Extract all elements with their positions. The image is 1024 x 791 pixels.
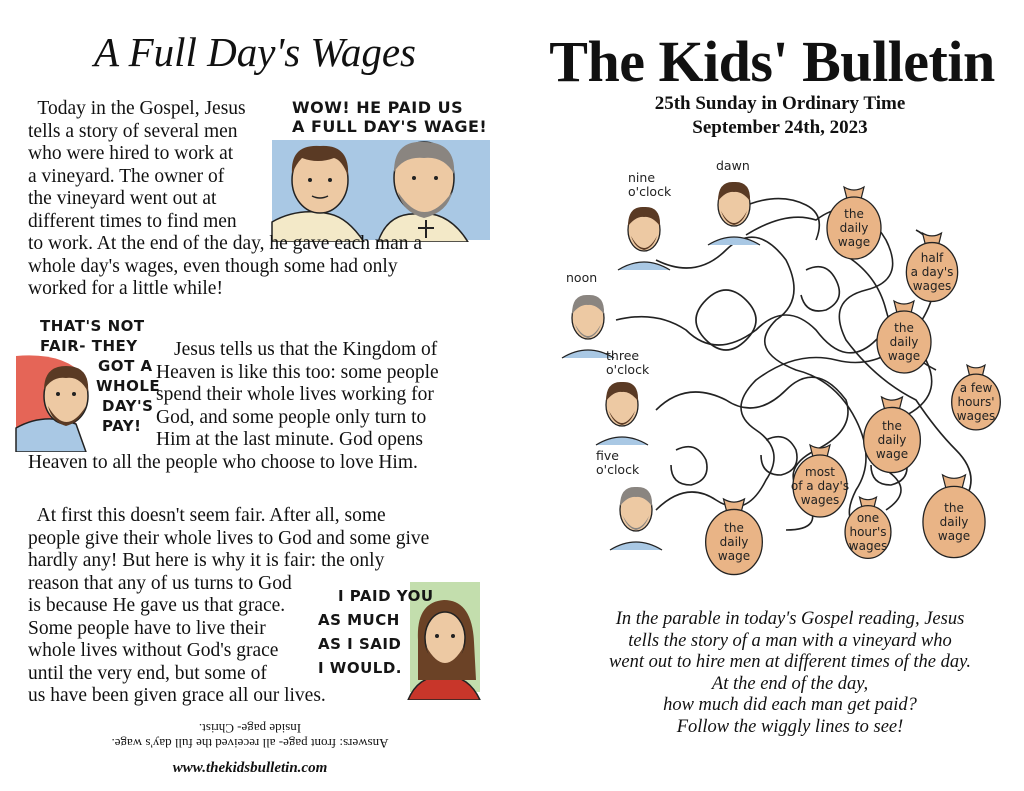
comic2-line-4: WHOLE (96, 377, 161, 395)
bag-label: a day's (910, 265, 954, 279)
bag-label: a few (959, 381, 993, 395)
worker-label: o'clock (628, 184, 672, 199)
worker-label: noon (566, 270, 598, 285)
worker-label: o'clock (606, 362, 650, 377)
bag-label: daily (939, 515, 969, 529)
caption-line: In the parable in today's Gospel reading, Jesus (615, 609, 965, 629)
bag-label: the (882, 419, 902, 433)
para1-line: tells a story of several men (28, 120, 238, 142)
bag-label: the (944, 501, 964, 515)
para2-line: Heaven is like this too: some people (156, 361, 439, 383)
worker-label: o'clock (596, 462, 640, 477)
para3-line: hardly any! But here is why it is fair: the only (28, 550, 385, 571)
comic3-line-2: AS MUCH (318, 611, 400, 629)
caption-line: went out to hire men at different times of the day. (609, 652, 971, 672)
para3-line: is because He gave us that grace. (28, 595, 286, 616)
bag-label: of a day's (790, 479, 850, 493)
bag-label: daily (839, 221, 869, 235)
comic2-line-2: FAIR- THEY (40, 337, 138, 355)
money-bag-4 (864, 397, 921, 473)
para3-line: us have been given grace all our lives. (28, 685, 326, 706)
bag-label: wage (717, 549, 751, 563)
para3-line: until the very end, but some of (28, 662, 267, 684)
money-bag-6 (706, 499, 763, 575)
bag-label: the (844, 207, 864, 221)
para2-line: Jesus tells us that the Kingdom of (174, 339, 438, 360)
bag-label: daily (877, 433, 907, 447)
worker-shoulders (610, 542, 662, 550)
bag-label: wage (937, 529, 971, 543)
bag-label: wages (848, 539, 888, 553)
answers-line-1: Answers: front page- all received the full day's wage. (111, 736, 389, 751)
para2-line: Him at the last minute. God opens (156, 429, 424, 450)
comic3-line-3: AS I SAID (318, 635, 402, 653)
comic2-line-6: PAY! (102, 417, 142, 435)
paragraph-2 (28, 339, 498, 474)
comic3-line-4: I WOULD. (318, 659, 402, 677)
bag-label: wage (887, 349, 921, 363)
para1-line: whole day's wages, even though some had only (28, 255, 398, 277)
para1-line: a vineyard. The owner of (28, 165, 225, 187)
comic2-line-3: GOT A (98, 357, 153, 375)
comic2-line-1: THAT'S NOT (40, 317, 145, 335)
answers-line-2: Inside page- Christ. (198, 721, 302, 736)
para1-line: different times to find men (28, 210, 237, 232)
bag-label: wage (875, 447, 909, 461)
worker-4 (596, 448, 662, 550)
bag-label: the (894, 321, 914, 335)
worker-label: three (606, 348, 640, 363)
bag-label: the (724, 521, 744, 535)
bag-label: most (805, 465, 835, 479)
answers-upside-down (60, 721, 440, 751)
para1-line: who were hired to work at (28, 143, 234, 164)
para3-line: people give their whole lives to God and some give (28, 527, 430, 549)
bag-label: wage (837, 235, 871, 249)
bag-label: wages (912, 279, 952, 293)
para2-line: spend their whole lives working for (156, 384, 434, 405)
bag-label: half (920, 251, 944, 265)
para3-line: whole lives without God's grace (28, 640, 279, 661)
money-bag-1 (906, 233, 957, 301)
money-bag-0 (827, 187, 881, 259)
worker-label: nine (628, 170, 656, 185)
para1-line: to work. At the end of the day, he gave each man a (28, 233, 423, 254)
worker-2 (562, 270, 614, 358)
money-bag-2 (877, 301, 931, 373)
comic1-line-2: A FULL DAY'S WAGE! (292, 117, 488, 136)
bulletin-title: The Kids' Bulletin (549, 29, 995, 94)
worker-shoulders (596, 437, 648, 445)
caption-line: how much did each man get paid? (663, 695, 917, 715)
paragraph-1 (28, 98, 488, 301)
money-bag-7 (845, 497, 891, 558)
comic3-line-1: I PAID YOU (338, 587, 434, 605)
bag-label: daily (719, 535, 749, 549)
comic2-line-5: DAY'S (102, 397, 154, 415)
website-url: www.thekidsbulletin.com (172, 760, 328, 776)
money-bag-8 (923, 475, 985, 558)
worker-label: dawn (716, 158, 750, 173)
para2-line: Heaven to all the people who choose to love Him. (28, 451, 418, 473)
caption-line: Follow the wiggly lines to see! (676, 716, 904, 737)
para1-line: Today in the Gospel, Jesus (28, 98, 246, 119)
bag-label: daily (889, 335, 919, 349)
worker-1 (618, 170, 672, 270)
maze-puzzle (556, 150, 1010, 595)
para3-line: reason that any of us turns to God (28, 572, 292, 594)
maze-puzzle-art (556, 150, 1010, 595)
bag-label: wages (956, 409, 996, 423)
worker-label: five (596, 448, 619, 463)
subtitle-liturgical-day: 25th Sunday in Ordinary Time (654, 93, 906, 114)
para1-line: the vineyard went out at (28, 188, 217, 209)
money-bag-3 (952, 365, 1001, 430)
comic-jesus (318, 576, 484, 700)
para1-line: worked for a little while! (28, 278, 223, 299)
money-bag-5 (791, 445, 849, 517)
worker-shoulders (708, 237, 760, 245)
comic1-line-1: WOW! HE PAID US (292, 98, 464, 117)
caption-line: tells the story of a man with a vineyard who (628, 630, 952, 651)
puzzle-caption (580, 609, 1000, 738)
worker-3 (596, 348, 650, 445)
bag-label: hours' (957, 395, 995, 409)
bag-label: hour's (849, 525, 887, 539)
bag-label: wages (800, 493, 840, 507)
left-page-title: A Full Day's Wages (94, 29, 416, 75)
subtitle-date: September 24th, 2023 (692, 117, 868, 138)
para3-line: Some people have to live their (28, 617, 266, 639)
para2-line: God, and some people only turn to (156, 406, 427, 428)
para3-line: At first this doesn't seem fair. After all, some (28, 505, 386, 526)
bag-label: one (856, 511, 880, 525)
caption-line: At the end of the day, (711, 673, 869, 694)
